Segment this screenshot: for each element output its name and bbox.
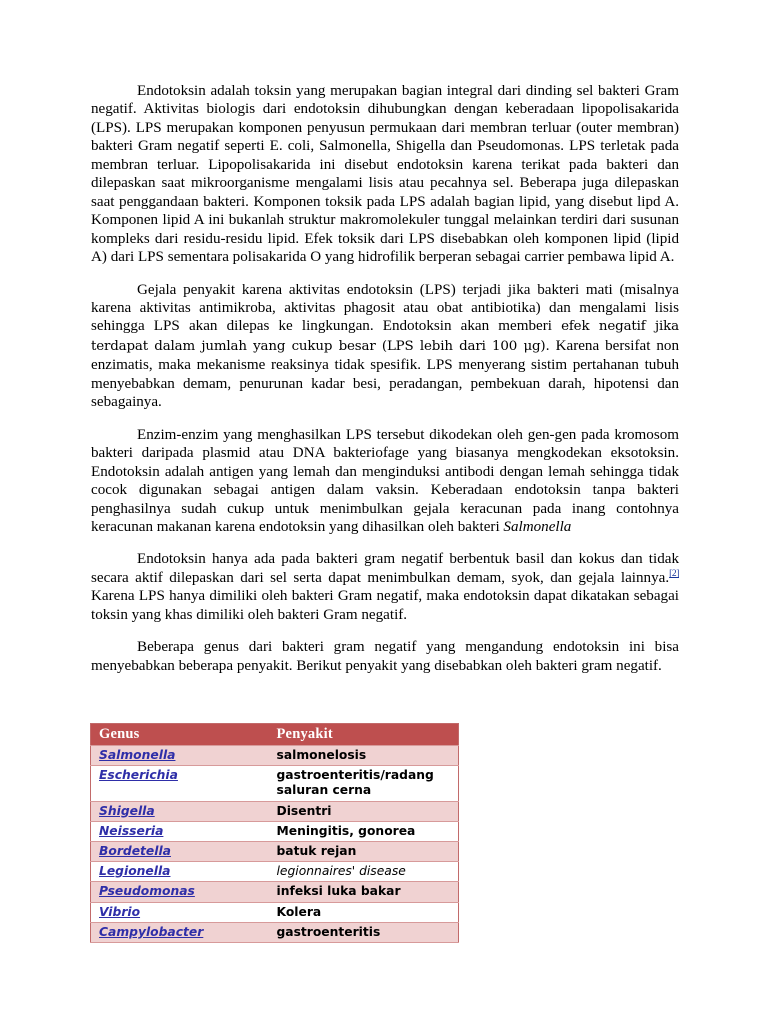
- genus-link[interactable]: Legionella: [91, 862, 269, 882]
- paragraph-3-species-name: Salmonella: [503, 518, 572, 535]
- disease-value: gastroenteritis: [269, 922, 459, 942]
- disease-value: legionnaires' disease: [269, 862, 459, 882]
- genus-link[interactable]: Campylobacter: [91, 922, 269, 942]
- genus-link[interactable]: Shigella: [91, 801, 269, 821]
- citation-link-2[interactable]: [2]: [669, 568, 679, 579]
- paragraph-4: [91, 550, 679, 624]
- disease-value: salmonelosis: [269, 746, 459, 766]
- column-header-penyakit: Penyakit: [269, 724, 459, 746]
- paragraph-4-lead: Endotoksin hanya ada pada bakteri gram negatif berbentuk basil dan kokus dan tidak secara aktif dilepaskan dari sel serta dapat menimbulkan demam, syok, dan gejala lainnya.: [91, 551, 679, 586]
- table-row: [91, 922, 459, 942]
- document-body: [91, 82, 679, 675]
- disease-value: gastroenteritis/radang saluran cerna: [269, 766, 459, 801]
- table-header: [91, 724, 459, 746]
- paragraph-2-lead: Gejala penyakit karena aktivitas endotoksin (LPS) terjadi jika bakteri mati (misalnya karena aktivitas antimikroba, aktivitas phagosit atau obat antibiotika) dan mengalami lisis sehingga LPS akan dilepas ke lingkungan. Endotoksin akan memberi: [91, 281, 679, 335]
- disease-value: infeksi luka bakar: [269, 882, 459, 902]
- table-row: [91, 902, 459, 922]
- paragraph-4-tail: Karena LPS hanya dimiliki oleh bakteri Gram negatif, maka endotoksin dapat dikatakan sebagai toksin yang khas dimiliki oleh bakteri Gram negatif.: [91, 588, 679, 623]
- table-row: [91, 821, 459, 841]
- table-header-row: [91, 724, 459, 746]
- paragraph-2: [91, 281, 679, 412]
- table-row: [91, 766, 459, 801]
- disease-value: Kolera: [269, 902, 459, 922]
- table-row: [91, 862, 459, 882]
- disease-value: batuk rejan: [269, 842, 459, 862]
- paragraph-1: Endotoksin adalah toksin yang merupakan bagian integral dari dinding sel bakteri Gram negatif. Aktivitas biologis dari endotoksin dihubungkan dengan keberadaan lipopolisakarida (LPS). LPS merupakan komponen penyusun permukaan dari membran terluar (outer membran) bakteri Gram negatif seperti E. coli, Salmonella, Shigella dan Pseudomonas. LPS terletak pada membran terluar. Lipopolisakarida ini disebut endotoksin karena terikat pada bakteri dan dilepaskan saat mikroorganisme mengalami lisis atau pecahnya sel. Beberapa juga dilepaskan saat penggandaan bakteri. Komponen toksik pada LPS adalah bagian lipid, yang disebut lipd A. Komponen lipid A ini bukanlah struktur makromolekuler tunggal melainkan terdiri dari susunan kompleks dari residu-residu lipid. Efek toksik dari LPS disebabkan oleh komponen lipid (lipid A) dari LPS sementara polisakarida O yang hidrofilik berperan sebagai carrier pembawa lipid A.: [91, 83, 679, 266]
- disease-value: Meningitis, gonorea: [269, 821, 459, 841]
- column-header-genus: Genus: [91, 724, 269, 746]
- genus-disease-table: [90, 723, 459, 943]
- table-row: [91, 882, 459, 902]
- table-row: [91, 801, 459, 821]
- disease-value: Disentri: [269, 801, 459, 821]
- paragraph-3: [91, 426, 679, 537]
- genus-link[interactable]: Salmonella: [91, 746, 269, 766]
- table-row: [91, 842, 459, 862]
- paragraph-2-emphasis-line: efek negatif jika terdapat dalam jumlah yang cukup besar (LPS lebih dari 100 μg).: [91, 319, 679, 354]
- paragraph-5: Beberapa genus dari bakteri gram negatif yang mengandung endotoksin ini bisa menyebabkan beberapa penyakit. Berikut penyakit yang disebabkan oleh bakteri gram negatif.: [91, 639, 679, 674]
- paragraph-3-lead: Enzim-enzim yang menghasilkan LPS tersebut dikodekan oleh gen-gen pada kromosom bakteri daripada plasmid atau DNA bakteriofage yang biasanya mengkodekan eksotoksin. Endotoksin adalah antigen yang lemah dan menginduksi antibodi dengan lemah sehingga tidak cocok digunakan sebagai antigen dalam vaksin. Keberadaan endotoksin tanpa bakteri penghasilnya sudah cukup untuk menimbulkan gejala keracunan pada inang contohnya keracunan makanan karena endotoksin yang dihasilkan oleh bakteri: [91, 426, 679, 535]
- genus-link[interactable]: Neisseria: [91, 821, 269, 841]
- genus-disease-table-container: [90, 723, 458, 943]
- paragraph-2-tail: Karena bersifat non enzimatis, maka mekanisme reaksinya tidak spesifik. LPS menyerang sistim pertahanan tubuh menyebabkan demam, penurunan kadar besi, peradangan, pembekuan darah, hipotensi dan sebagainya.: [91, 337, 680, 411]
- genus-link[interactable]: Vibrio: [91, 902, 269, 922]
- genus-link[interactable]: Escherichia: [91, 766, 269, 801]
- table-body: [91, 746, 459, 943]
- genus-link[interactable]: Pseudomonas: [91, 882, 269, 902]
- genus-link[interactable]: Bordetella: [91, 842, 269, 862]
- table-row: [91, 746, 459, 766]
